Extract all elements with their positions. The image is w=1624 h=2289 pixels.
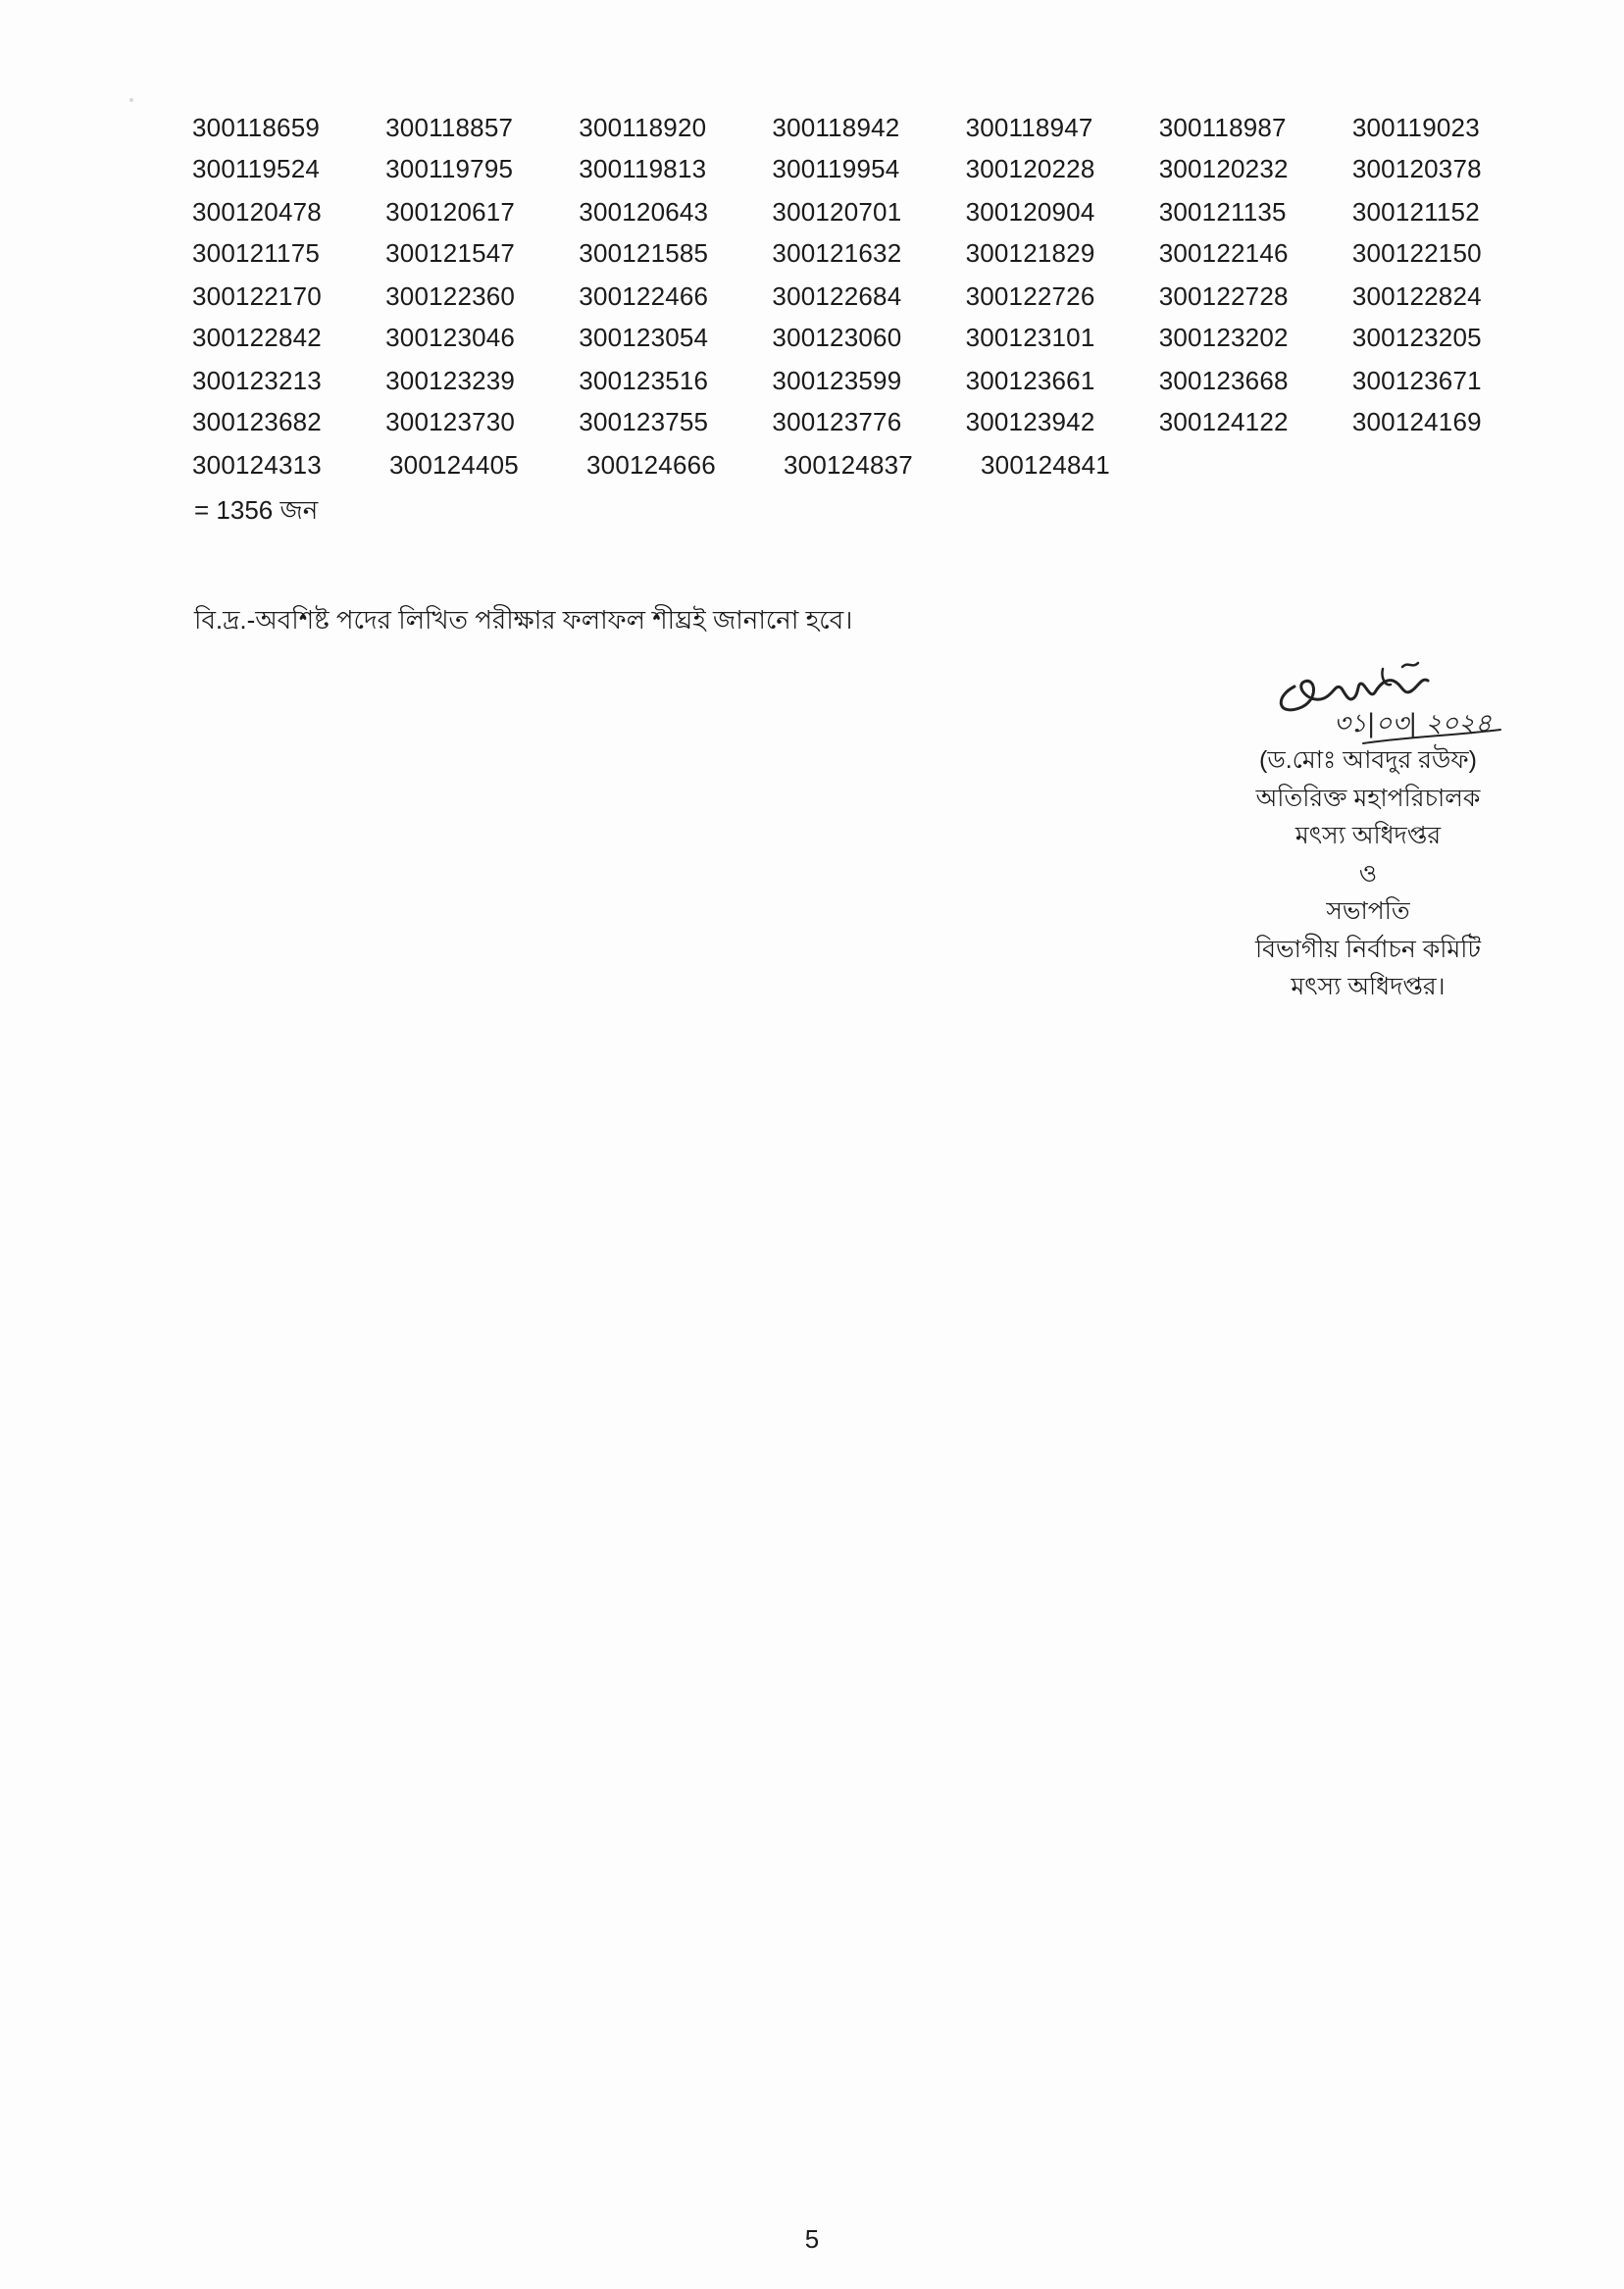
roll-number: 300122466 — [579, 281, 709, 311]
roll-number: 300120478 — [192, 197, 322, 227]
signature — [1265, 647, 1520, 755]
roll-number: 300121175 — [192, 238, 321, 268]
roll-number: 300119954 — [772, 154, 900, 183]
roll-number: 300122824 — [1351, 281, 1482, 311]
roll-number: 300122170 — [192, 281, 322, 311]
roll-number: 300123101 — [965, 323, 1095, 352]
roll-number: 300124841 — [981, 450, 1110, 480]
signatory-line: মৎস্য অধিদপ্তর। — [1291, 973, 1446, 1000]
roll-number: 300123668 — [1158, 366, 1289, 395]
roll-number: 300119795 — [385, 154, 514, 183]
roll-number: 300123661 — [965, 366, 1095, 395]
roll-number: 300122146 — [1158, 238, 1289, 268]
scan-speck — [129, 98, 133, 102]
roll-row — [192, 317, 1546, 359]
roll-number: 300120228 — [965, 154, 1095, 183]
roll-number: 300123755 — [579, 407, 709, 436]
roll-number: 300121547 — [385, 238, 516, 268]
roll-number: 300122842 — [192, 323, 322, 352]
roll-number: 300123054 — [579, 323, 709, 352]
roll-number: 300124405 — [389, 450, 519, 480]
roll-number: 300123046 — [385, 323, 516, 352]
roll-number: 300120617 — [385, 197, 516, 227]
roll-number: 300120643 — [579, 197, 709, 227]
roll-number: 300120701 — [772, 197, 902, 227]
roll-number: 300120232 — [1158, 154, 1289, 183]
roll-number: 300124169 — [1351, 407, 1482, 436]
signatory-line: বিভাগীয় নির্বাচন কমিটি — [1254, 935, 1482, 963]
signatory-line: (ড.মোঃ আবদুর রউফ) — [1259, 746, 1477, 774]
roll-number: 300118659 — [192, 113, 321, 142]
roll-number: 300119023 — [1351, 113, 1480, 142]
roll-number: 300123239 — [385, 366, 516, 395]
roll-number: 300121585 — [579, 238, 709, 268]
signatory-line: অতিরিক্ত মহাপরিচালক — [1255, 784, 1481, 812]
roll-number: 300121152 — [1351, 197, 1480, 227]
page-number: 5 — [804, 2224, 820, 2254]
roll-row — [192, 276, 1546, 318]
roll-number: 300120904 — [965, 197, 1095, 227]
signatory-line: ও — [1358, 859, 1378, 888]
roll-number: 300121632 — [772, 238, 902, 268]
roll-number: 300123730 — [385, 407, 516, 436]
roll-row — [192, 444, 1546, 486]
roll-number: 300122360 — [385, 281, 516, 311]
total-count: = 1356 জন — [194, 495, 319, 525]
roll-row — [192, 148, 1546, 190]
roll-row — [192, 401, 1546, 443]
roll-number: 300123202 — [1158, 323, 1289, 352]
roll-row — [192, 232, 1546, 275]
signatory-block — [1206, 741, 1530, 1006]
roll-number: 300123776 — [772, 407, 902, 436]
signatory-line: মৎস্য অধিদপ্তর — [1294, 822, 1442, 849]
roll-number: 300121135 — [1158, 197, 1287, 227]
roll-number: 300122728 — [1158, 281, 1289, 311]
signature-date: ৩১|০৩| ২০২৪ — [1334, 709, 1492, 738]
roll-number: 300123205 — [1351, 323, 1482, 352]
roll-number: 300123671 — [1351, 366, 1482, 395]
roll-number: 300118857 — [385, 113, 514, 142]
roll-row — [192, 360, 1546, 402]
roll-number: 300122684 — [772, 281, 902, 311]
roll-number: 300124666 — [586, 450, 716, 480]
roll-number: 300124122 — [1158, 407, 1289, 436]
roll-number-grid — [192, 106, 1546, 485]
roll-number: 300122150 — [1351, 238, 1482, 268]
roll-number: 300123060 — [772, 323, 902, 352]
roll-number: 300118947 — [965, 113, 1093, 142]
roll-number: 300122726 — [965, 281, 1095, 311]
roll-number: 300123599 — [772, 366, 902, 395]
signatory-line: সভাপতি — [1326, 897, 1410, 925]
roll-number: 300120378 — [1351, 154, 1482, 183]
roll-number: 300119813 — [579, 154, 707, 183]
roll-number: 300124837 — [784, 450, 913, 480]
footnote: বি.দ্র.-অবশিষ্ট পদের লিখিত পরীক্ষার ফলাফল শীঘ্রই জানানো হবে। — [194, 605, 853, 635]
roll-number: 300118942 — [772, 113, 900, 142]
roll-number: 300123682 — [192, 407, 322, 436]
roll-row — [192, 107, 1546, 149]
roll-number: 300119524 — [192, 154, 321, 183]
roll-number: 300123516 — [579, 366, 709, 395]
roll-number: 300118987 — [1158, 113, 1287, 142]
roll-number: 300124313 — [192, 450, 322, 480]
roll-number: 300121829 — [965, 238, 1095, 268]
roll-number: 300123213 — [192, 366, 322, 395]
roll-row — [192, 191, 1546, 233]
roll-number: 300118920 — [579, 113, 707, 142]
roll-number: 300123942 — [965, 407, 1095, 436]
